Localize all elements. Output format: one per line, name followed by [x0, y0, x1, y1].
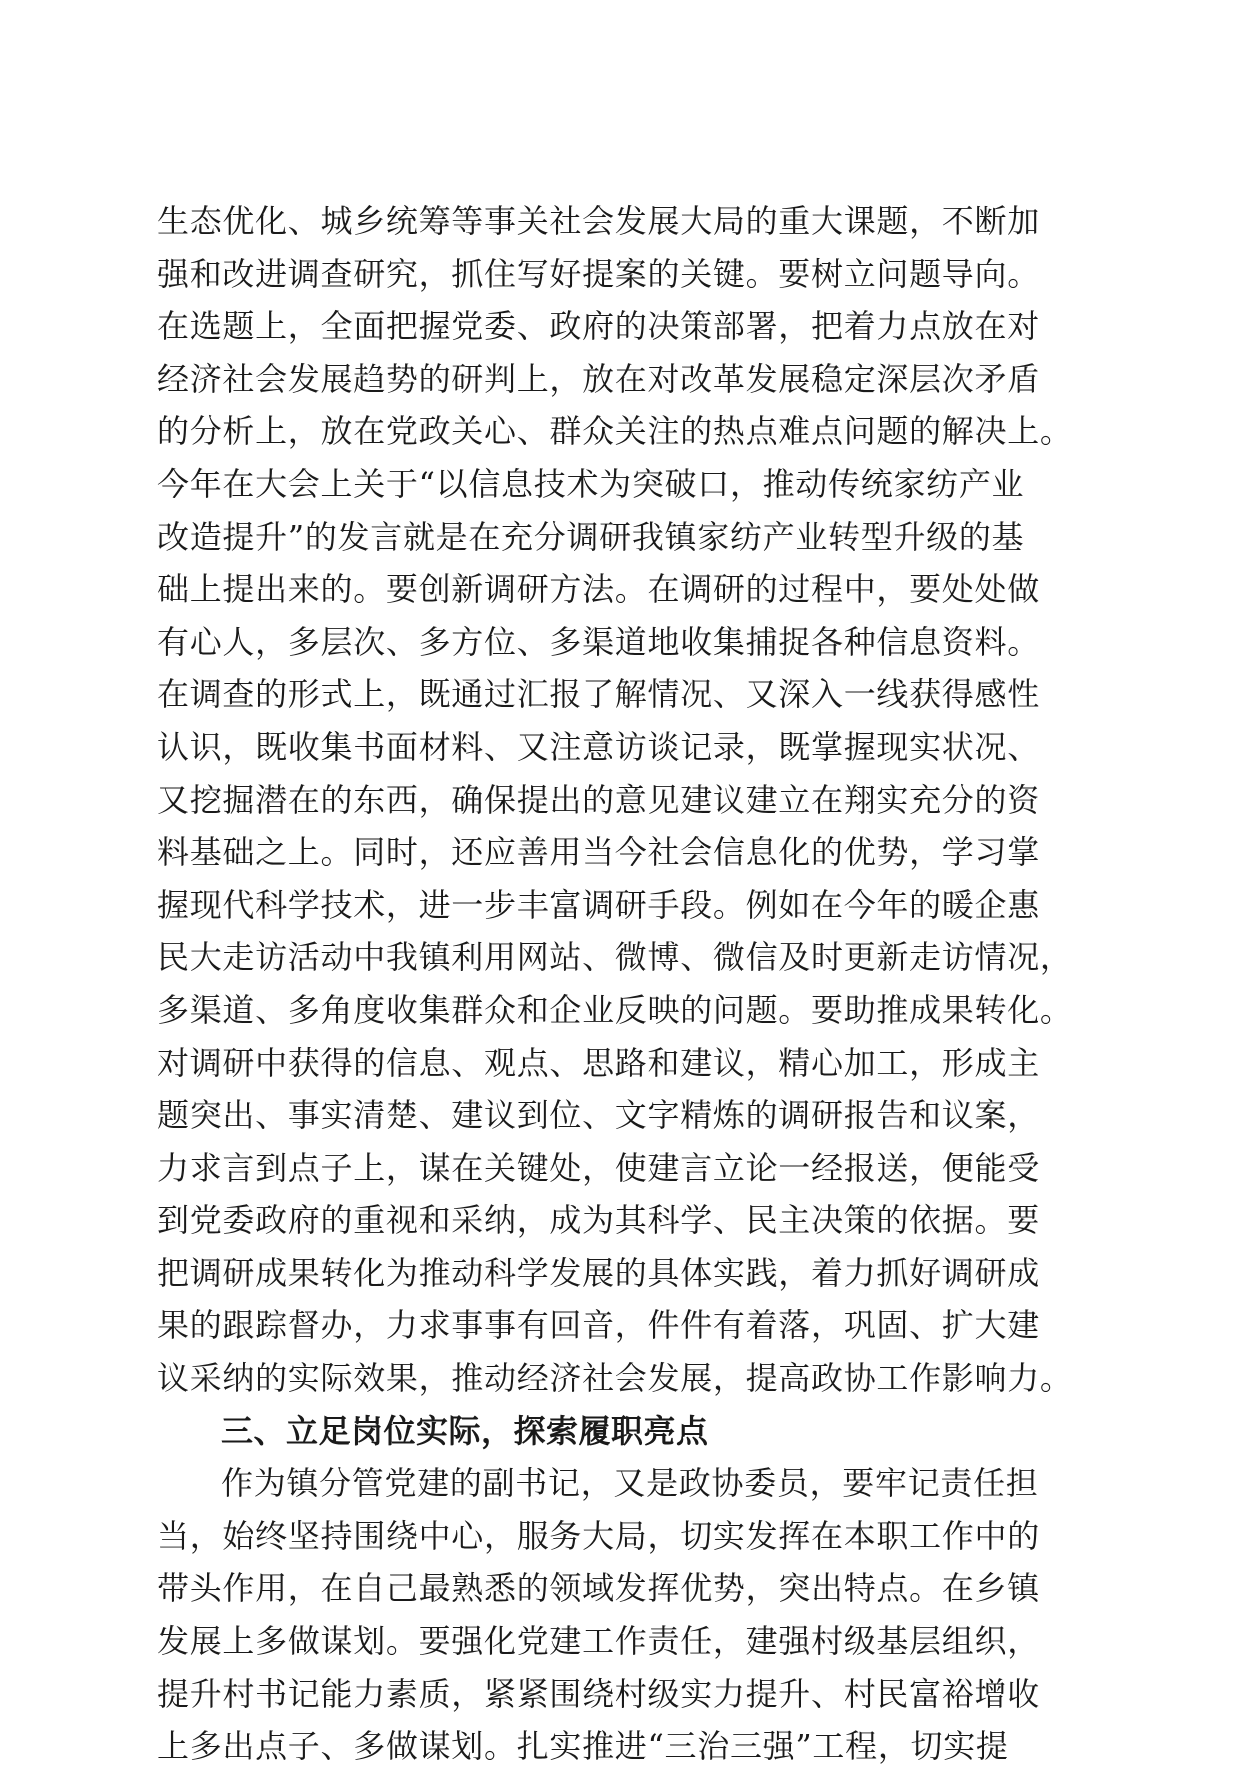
text-line: 到党委政府的重视和采纳，成为其科学、民主决策的依据。要 — [157, 1201, 1040, 1240]
text-line: 发展上多做谋划。要强化党建工作责任，建强村级基层组织， — [157, 1622, 1040, 1661]
text-line: 经济社会发展趋势的研判上，放在对改革发展稳定深层次矛盾 — [157, 359, 1040, 398]
text-line: 带头作用，在自己最熟悉的领域发挥优势，突出特点。在乡镇 — [157, 1569, 1040, 1608]
text-line: 改造提升”的发言就是在充分调研我镇家纺产业转型升级的基 — [157, 517, 1025, 556]
text-line: 当，始终坚持围绕中心，服务大局，切实发挥在本职工作中的 — [157, 1516, 1040, 1555]
text-line: 认识，既收集书面材料、又注意访谈记录，既掌握现实状况、 — [157, 727, 1040, 766]
text-line: 生态优化、城乡统筹等事关社会发展大局的重大课题，不断加 — [157, 202, 1040, 240]
text-line: 提升村书记能力素质，紧紧围绕村级实力提升、村民富裕增收 — [157, 1674, 1040, 1713]
text-line: 在选题上，全面把握党委、政府的决策部署，把着力点放在对 — [157, 307, 1040, 346]
text-line: 对调研中获得的信息、观点、思路和建议，精心加工，形成主 — [157, 1043, 1040, 1082]
text-line: 作为镇分管党建的副书记，又是政协委员，要牢记责任担 — [221, 1464, 1039, 1503]
text-line: 握现代科学技术，进一步丰富调研手段。例如在今年的暖企惠 — [157, 885, 1040, 924]
paragraph-1 — [157, 195, 1097, 1405]
text-line: 强和改进调查研究，抓住写好提案的关键。要树立问题导向。 — [157, 254, 1040, 293]
text-line: 把调研成果转化为推动科学发展的具体实践，着力抓好调研成 — [157, 1253, 1040, 1292]
section-heading-3: 三、立足岗位实际，探索履职亮点 — [221, 1411, 709, 1450]
text-line: 民大走访活动中我镇利用网站、微博、微信及时更新走访情况， — [157, 938, 1073, 977]
text-line: 料基础之上。同时，还应善用当今社会信息化的优势，学习掌 — [157, 833, 1040, 872]
text-line: 多渠道、多角度收集群众和企业反映的问题。要助推成果转化。 — [157, 990, 1073, 1029]
text-line: 上多出点子、多做谋划。扎实推进“三治三强”工程，切实提 — [157, 1727, 1009, 1766]
text-line: 在调查的形式上，既通过汇报了解情况、又深入一线获得感性 — [157, 675, 1040, 714]
text-line: 今年在大会上关于“以信息技术为突破口，推动传统家纺产业 — [157, 464, 1025, 503]
text-line: 础上提出来的。要创新调研方法。在调研的过程中，要处处做 — [157, 570, 1040, 609]
paragraph-2 — [157, 1457, 1097, 1773]
text-line: 议采纳的实际效果，推动经济社会发展，提高政协工作影响力。 — [157, 1359, 1073, 1398]
text-line: 的分析上，放在党政关心、群众关注的热点难点问题的解决上。 — [157, 412, 1073, 451]
text-line: 有心人，多层次、多方位、多渠道地收集捕捉各种信息资料。 — [157, 622, 1040, 661]
text-line: 又挖掘潜在的东西，确保提出的意见建议建立在翔实充分的资 — [157, 780, 1040, 819]
text-line: 果的跟踪督办，力求事事有回音，件件有着落，巩固、扩大建 — [157, 1306, 1040, 1345]
document-body — [157, 195, 1097, 1773]
text-line: 题突出、事实清楚、建议到位、文字精炼的调研报告和议案， — [157, 1096, 1040, 1135]
text-line: 力求言到点子上，谋在关键处，使建言立论一经报送，便能受 — [157, 1148, 1040, 1187]
